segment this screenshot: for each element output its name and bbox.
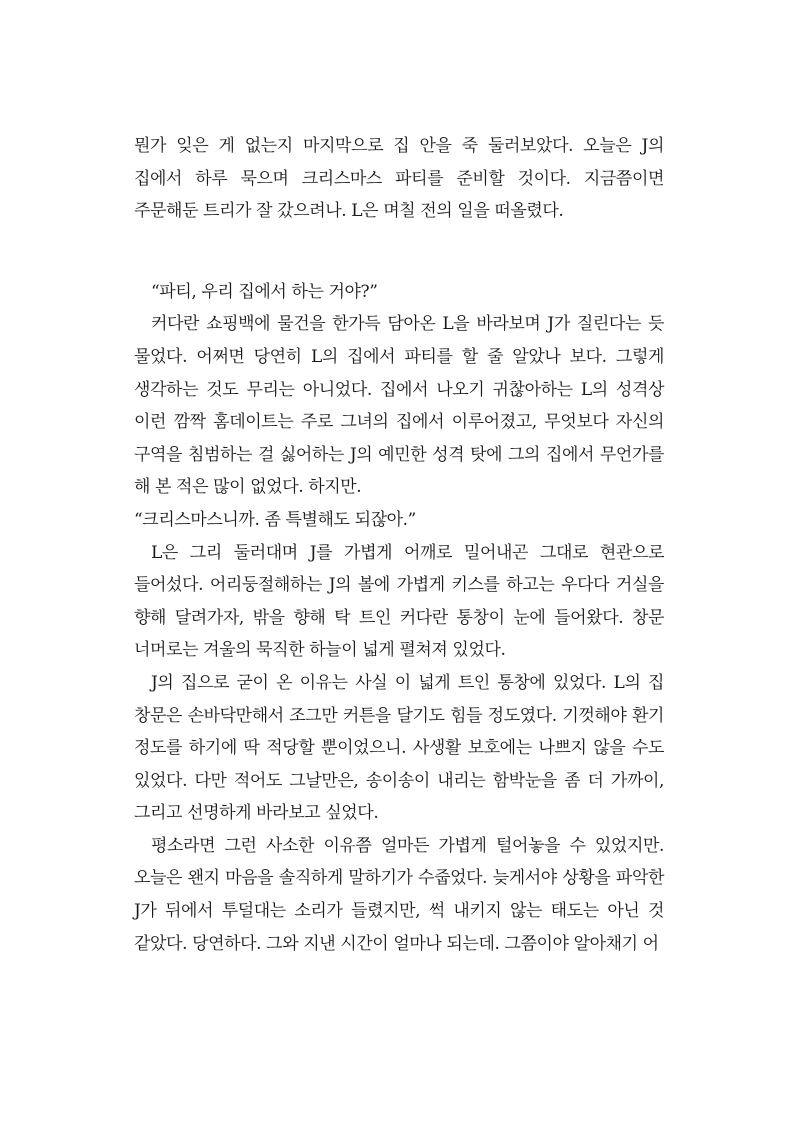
paragraph-7: 평소라면 그런 사소한 이유쯤 얼마든 가볍게 털어놓을 수 있었지만. 오늘은 왠지 마음을 솔직하게 말하기가 수줍었다. 늦게서야 상황을 파악한 J가 뒤에서 투덜대는 소리가 들렸지만, 썩 내키지 않는 태도는 아닌 것 같았다. 당연하다. 그와 지낸 시간이 얼마나 되는데. 그쯤이야 알아채기 어 [134, 835, 664, 954]
paragraph-3: 커다란 쇼핑백에 물건을 한가득 담아온 L을 바라보며 J가 질린다는 듯 물었다. 어쩌면 당연히 L의 집에서 파티를 할 줄 알았나 보다. 그렇게 생각하는 것도 무리는 아니었다. 집에서 나오기 귀찮아하는 L의 성격상 이런 깜짝 홈데이트는 주로 그녀의 집에서 이루어졌고, 무엇보다 자신의 구역을 침범하는 걸 싫어하는 J의 예민한 성격 탓에 그의 집에서 무언가를 해 본 적은 많이 없었다. 하지만. [134, 314, 664, 498]
body-text [134, 130, 664, 960]
paragraph-2-dialogue: “파티, 우리 집에서 하는 거야?” [151, 281, 378, 302]
paragraph-gap [134, 228, 664, 276]
paragraph-1: 뭔가 잊은 게 없는지 마지막으로 집 안을 죽 둘러보았다. 오늘은 J의 집에서 하루 묵으며 크리스마스 파티를 준비할 것이다. 지금쯤이면 주문해둔 트리가 잘 갔으려나. L은 며칠 전의 일을 떠올렸다. [134, 136, 664, 222]
paragraph-5: L은 그리 둘러대며 J를 가볍게 어깨로 밀어내곤 그대로 현관으로 들어섰다. 어리둥절해하는 J의 볼에 가볍게 키스를 하고는 우다다 거실을 향해 달려가자, 밖을 향해 탁 트인 커다란 통창이 눈에 들어왔다. 창문 너머로는 겨울의 묵직한 하늘이 넓게 펼쳐져 있었다. [134, 542, 664, 661]
paragraph-6: J의 집으로 굳이 온 이유는 사실 이 넓게 트인 통창에 있었다. L의 집 창문은 손바닥만해서 조그만 커튼을 달기도 힘들 정도였다. 기껏해야 환기 정도를 하기에 딱 적당할 뿐이었으니. 사생활 보호에는 나쁘지 않을 수도 있었다. 다만 적어도 그날만은, 송이송이 내리는 함박눈을 좀 더 가까이, 그리고 선명하게 바라보고 싶었다. [134, 672, 664, 824]
paragraph-4-dialogue: “크리스마스니까. 좀 특별해도 되잖아.” [134, 509, 416, 530]
